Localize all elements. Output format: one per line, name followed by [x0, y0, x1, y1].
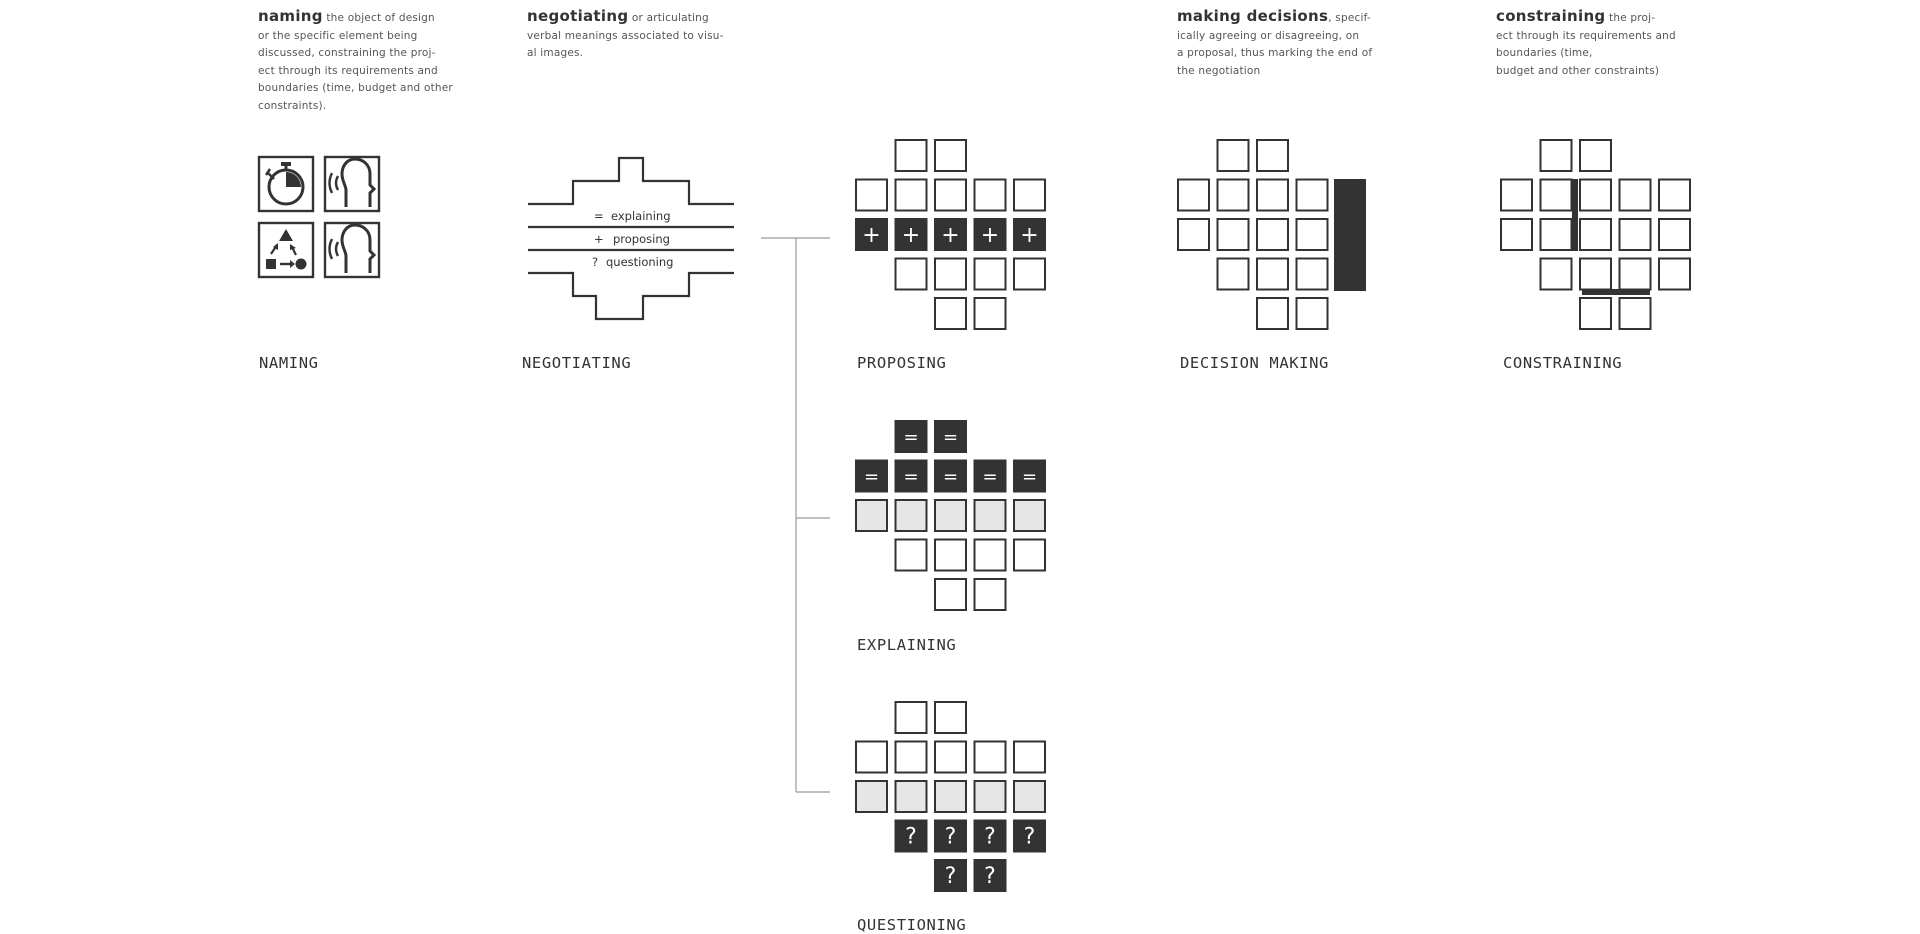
grid-cell	[896, 259, 927, 290]
grid-cell	[896, 140, 927, 171]
desc-line: ect through its requirements and	[258, 64, 438, 77]
cell-symbol: +	[1020, 223, 1039, 248]
constraining-cell	[1580, 259, 1611, 290]
grid-cell	[1014, 742, 1045, 773]
constraining-cell	[1501, 180, 1532, 211]
neg-symbol: +	[594, 232, 604, 246]
label-decision-making: DECISION MAKING	[1180, 354, 1329, 372]
constraining-cell	[1620, 219, 1651, 250]
naming-term: naming	[258, 7, 323, 25]
desc-line: the object of design	[322, 12, 435, 24]
grid-cell	[975, 259, 1006, 290]
desc-line: budget and other constraints)	[1496, 64, 1660, 77]
grey-cell	[935, 781, 966, 812]
grid-cell	[975, 579, 1006, 610]
cell-symbol: ?	[984, 824, 996, 850]
grid-cell	[856, 742, 887, 773]
constraining-cell	[1580, 180, 1611, 211]
cell-symbol: ?	[944, 824, 957, 850]
desc-line: or the specific element being	[258, 29, 418, 42]
grid-cell	[935, 579, 966, 610]
cell-symbol: =	[942, 466, 959, 488]
naming-icon-grid	[259, 157, 379, 277]
grey-cell	[975, 781, 1006, 812]
grey-cell	[896, 500, 927, 531]
grey-cell	[1014, 500, 1045, 531]
neg-text-questioning: questioning	[606, 255, 674, 269]
cell-symbol: ?	[905, 824, 917, 850]
label-proposing: PROPOSING	[857, 354, 947, 372]
making-decisions-term: making decisions	[1177, 7, 1329, 25]
label-negotiating: NEGOTIATING	[522, 354, 632, 372]
grid-cell	[935, 180, 966, 211]
grid-cell	[935, 259, 966, 290]
grey-cell	[935, 500, 966, 531]
connector-lines	[761, 238, 830, 792]
cell-symbol: =	[863, 466, 880, 488]
cell-symbol: ?	[984, 864, 996, 889]
grid-cell	[935, 742, 966, 773]
grid-cell	[1014, 540, 1045, 571]
neg-symbol: =	[594, 209, 604, 223]
decision-cell	[1178, 219, 1209, 250]
decision-cell	[1178, 180, 1209, 211]
cell-symbol: +	[862, 223, 881, 248]
grid-cell	[975, 540, 1006, 571]
constraining-cell	[1659, 259, 1690, 290]
desc-line: verbal meanings associated to visu-	[527, 29, 724, 42]
desc-line: ically agreeing or disagreeing, on	[1177, 29, 1360, 42]
decision-bar	[1334, 179, 1366, 291]
decision-cell	[1257, 219, 1288, 250]
constraining-cell	[1580, 298, 1611, 329]
constraining-cell	[1620, 180, 1651, 211]
label-constraining: CONSTRAINING	[1503, 354, 1623, 372]
grey-cell	[1014, 781, 1045, 812]
constraining-cell	[1541, 180, 1572, 211]
cell-symbol: =	[1021, 466, 1038, 488]
grid-cell	[896, 702, 927, 733]
cell-symbol: +	[980, 223, 1000, 248]
decision-cell	[1297, 298, 1328, 329]
grid-cell	[935, 540, 966, 571]
cell-symbol: =	[942, 427, 959, 448]
grid-cell	[935, 298, 966, 329]
decision-cell	[1257, 259, 1288, 290]
label-explaining: EXPLAINING	[857, 636, 957, 654]
grey-cell	[896, 781, 927, 812]
decision-cell	[1218, 219, 1249, 250]
constraining-cell	[1659, 219, 1690, 250]
desc-line: a proposal, thus marking the end of	[1177, 47, 1373, 59]
speaking-head-icon	[325, 223, 379, 277]
negotiating-diagram	[528, 158, 734, 319]
grid-cell	[896, 540, 927, 571]
grid-cell	[935, 140, 966, 171]
negotiating-term: negotiating	[527, 7, 629, 25]
neg-text-proposing: proposing	[613, 232, 670, 246]
cell-symbol: +	[941, 223, 960, 248]
desc-line: the proj-	[1605, 12, 1656, 24]
grid-cell	[975, 298, 1006, 329]
label-questioning: QUESTIONING	[857, 916, 967, 934]
shapes-cycle-icon	[259, 223, 313, 277]
stopwatch-icon	[259, 157, 313, 211]
desc-line: discussed, constraining the proj-	[258, 47, 436, 59]
desc-line: the negotiation	[1177, 64, 1261, 77]
grey-cell	[856, 500, 887, 531]
neg-text-explaining: explaining	[611, 209, 671, 223]
grid-cell	[1014, 259, 1045, 290]
decision-cell	[1297, 180, 1328, 211]
desc-line: boundaries (time,	[1496, 47, 1593, 59]
decision-cell	[1218, 259, 1249, 290]
desc-line: boundaries (time, budget and other	[258, 82, 453, 94]
grey-cell	[975, 500, 1006, 531]
cell-symbol: =	[903, 427, 919, 448]
grid-cell	[896, 180, 927, 211]
constraining-cell	[1659, 180, 1690, 211]
grid-cell	[856, 180, 887, 211]
desc-line: , specif-	[1328, 12, 1371, 24]
speaking-head-icon	[325, 157, 379, 211]
constraining-cell	[1580, 140, 1611, 171]
grid-cell	[896, 742, 927, 773]
grid-cell	[935, 702, 966, 733]
desc-line: al images.	[527, 47, 584, 59]
desc-line: or articulating	[628, 12, 709, 24]
decision-cell	[1218, 140, 1249, 171]
constraining-term: constraining	[1496, 7, 1606, 25]
cell-symbol: ?	[944, 864, 957, 889]
decision-cell	[1297, 259, 1328, 290]
grid-cell	[975, 180, 1006, 211]
grey-cell	[856, 781, 887, 812]
decision-cell	[1297, 219, 1328, 250]
decision-cell	[1257, 298, 1288, 329]
label-naming: NAMING	[259, 354, 319, 372]
constraint-bar-vertical	[1572, 179, 1578, 251]
neg-symbol: ?	[592, 255, 599, 269]
constraining-cell	[1580, 219, 1611, 250]
desc-line: constraints).	[258, 99, 327, 112]
constraining-cell	[1620, 259, 1651, 290]
grid-cell	[1014, 180, 1045, 211]
constraint-bar-horizontal	[1582, 289, 1650, 295]
constraining-cell	[1501, 219, 1532, 250]
constraining-cell	[1541, 140, 1572, 171]
constraining-cell	[1541, 219, 1572, 250]
decision-cell	[1257, 140, 1288, 171]
cell-symbol: ?	[1023, 824, 1036, 850]
cell-grids	[856, 140, 1690, 891]
cell-symbol: =	[903, 466, 919, 488]
desc-line: ect through its requirements and	[1496, 29, 1676, 42]
decision-cell	[1257, 180, 1288, 211]
constraining-cell	[1541, 259, 1572, 290]
cell-symbol: =	[982, 466, 998, 488]
constraining-cell	[1620, 298, 1651, 329]
grid-cell	[975, 742, 1006, 773]
cell-symbol: +	[901, 223, 921, 248]
decision-cell	[1218, 180, 1249, 211]
